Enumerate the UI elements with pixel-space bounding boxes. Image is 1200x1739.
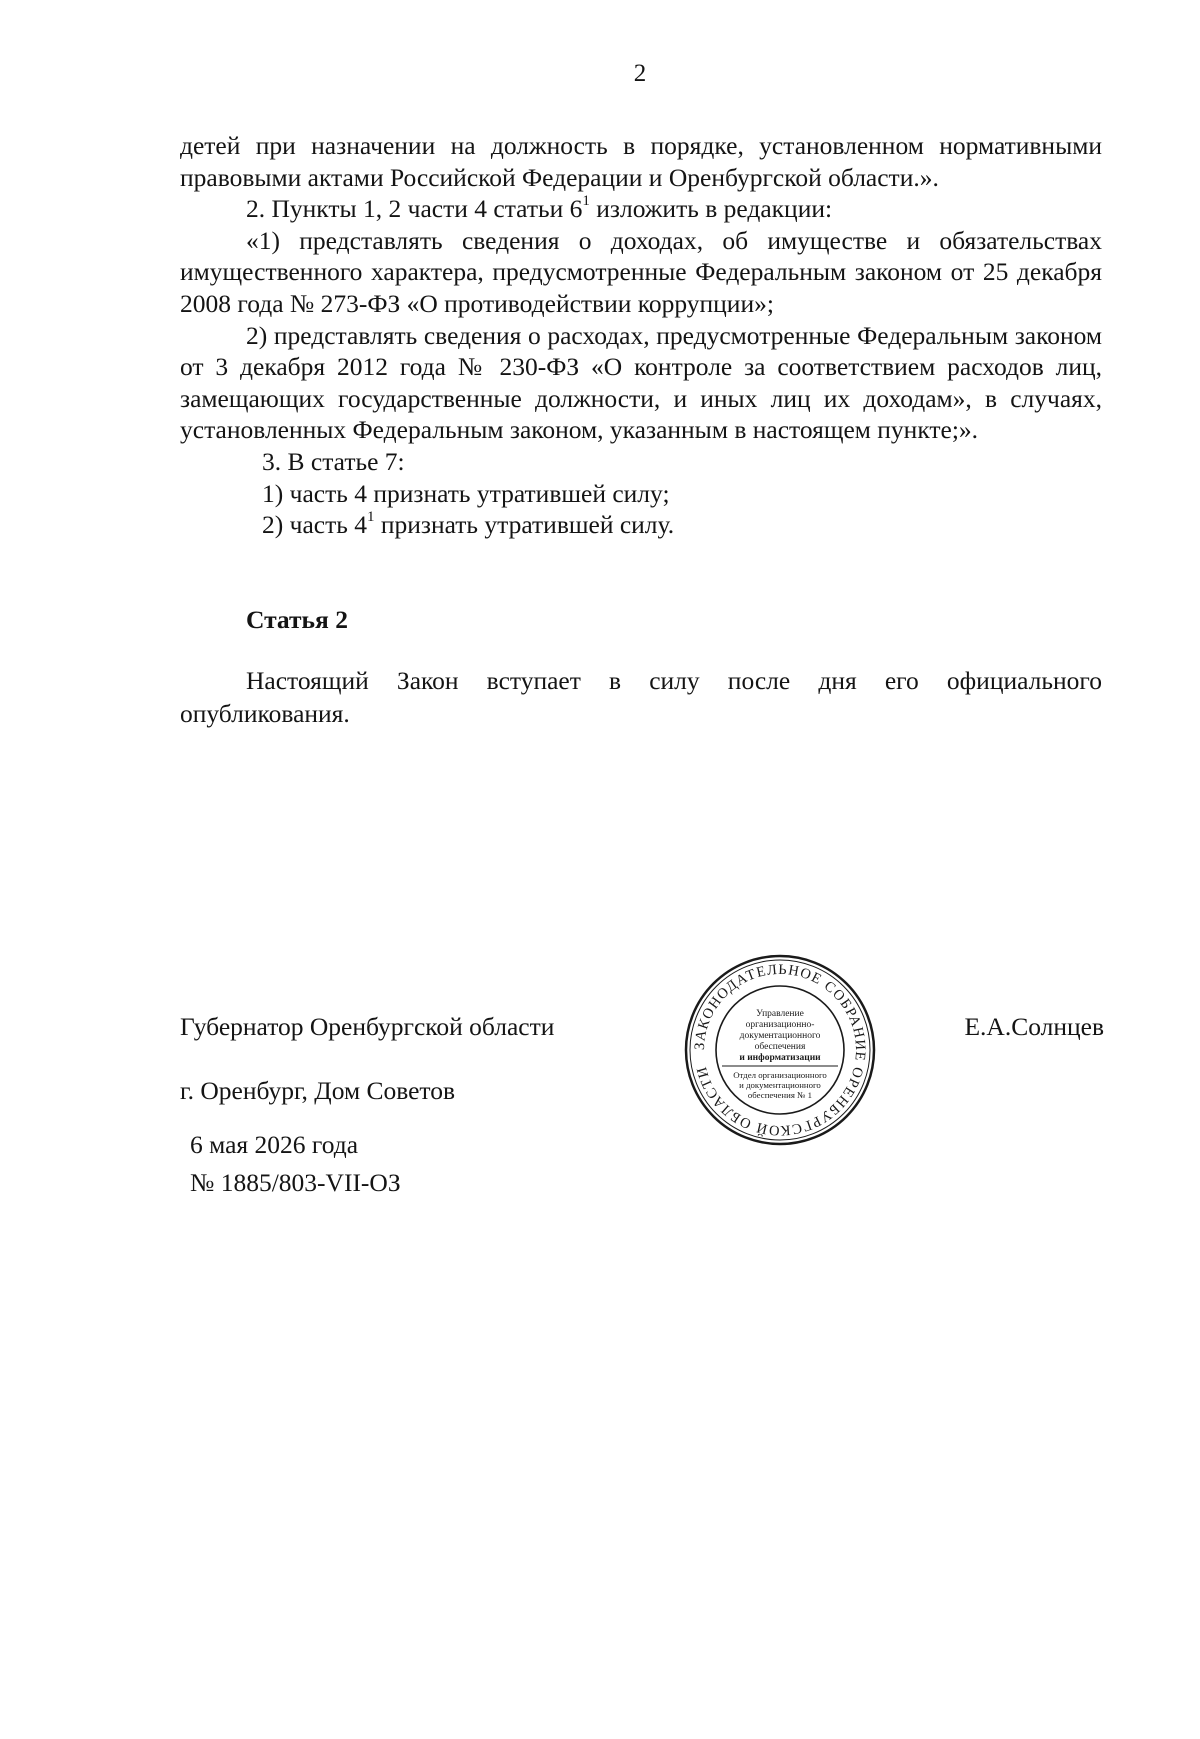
paragraph-item-2-rest: изложить в редакции: xyxy=(589,194,833,224)
signatory-title: Губернатор Оренбургской области xyxy=(180,1012,555,1041)
document-body xyxy=(180,130,1102,541)
signing-place: г. Оренбург, Дом Советов xyxy=(180,1076,456,1105)
stamp-line-3: документационного xyxy=(739,1031,821,1041)
paragraph-item-2-text: 2. Пункты 1, 2 части 4 статьи 6 xyxy=(246,194,583,224)
signatory-name: Е.А.Солнцев xyxy=(964,1012,1104,1041)
paragraph-subitem-2: 2) представлять сведения о расходах, предусмотренные Федеральным законом от 3 декабря 2012 года № 230-ФЗ «О контроле за соответствием расходов лиц, замещающих государственные должности, и иных лиц их доходам», в случаях, установленных Федеральным законом, указанным в настоящем пункте;». xyxy=(180,320,1102,445)
signing-date: 6 мая 2026 года xyxy=(190,1130,359,1159)
superscript-1: 1 xyxy=(582,192,590,209)
paragraph-item-2 xyxy=(180,193,1102,225)
stamp-outer-text: ЗАКОНОДАТЕЛЬНОЕ СОБРАНИЕ ОРЕНБУРГСКОЙ ОБЛАСТИ xyxy=(691,961,869,1139)
page-number: 2 xyxy=(633,60,647,87)
stamp-line-5: и информатизации xyxy=(739,1053,821,1063)
paragraph-item-3-sub-2 xyxy=(180,509,1102,541)
stamp-line-6: Отдел организационного xyxy=(733,1070,827,1080)
paragraph-item-3-sub-1: 1) часть 4 признать утратившей силу; xyxy=(262,478,670,508)
stamp-line-7: и документационного xyxy=(739,1080,821,1090)
stamp-line-1: Управление xyxy=(756,1009,804,1019)
article-2-heading: Статья 2 xyxy=(246,605,348,634)
stamp-line-2: организационно- xyxy=(745,1020,815,1030)
paragraph-item-3-sub-2-text: 2) часть 4 xyxy=(262,510,367,540)
paragraph-continuation: детей при назначении на должность в порядке, установленном нормативными правовыми актами Российской Федерации и Оренбургской области.». xyxy=(180,131,1102,192)
paragraph-item-3-sub-2-rest: признать утратившей силу. xyxy=(374,510,675,540)
stamp-line-4: обеспечения xyxy=(754,1042,806,1052)
law-number: № 1885/803-VII-ОЗ xyxy=(190,1168,401,1197)
official-stamp xyxy=(680,950,880,1150)
superscript-2: 1 xyxy=(366,508,375,525)
paragraph-item-3: 3. В статье 7: xyxy=(262,446,405,476)
stamp-line-8: обеспечения № 1 xyxy=(747,1090,813,1100)
paragraph-subitem-1: «1) представлять сведения о доходах, об имуществе и обязательствах имущественного характера, предусмотренные Федеральным законом от 25 декабря 2008 года № 273-ФЗ «О противодействии коррупции»; xyxy=(180,225,1102,318)
article-2-text: Настоящий Закон вступает в силу после дня его официального опубликования. xyxy=(180,666,1102,728)
